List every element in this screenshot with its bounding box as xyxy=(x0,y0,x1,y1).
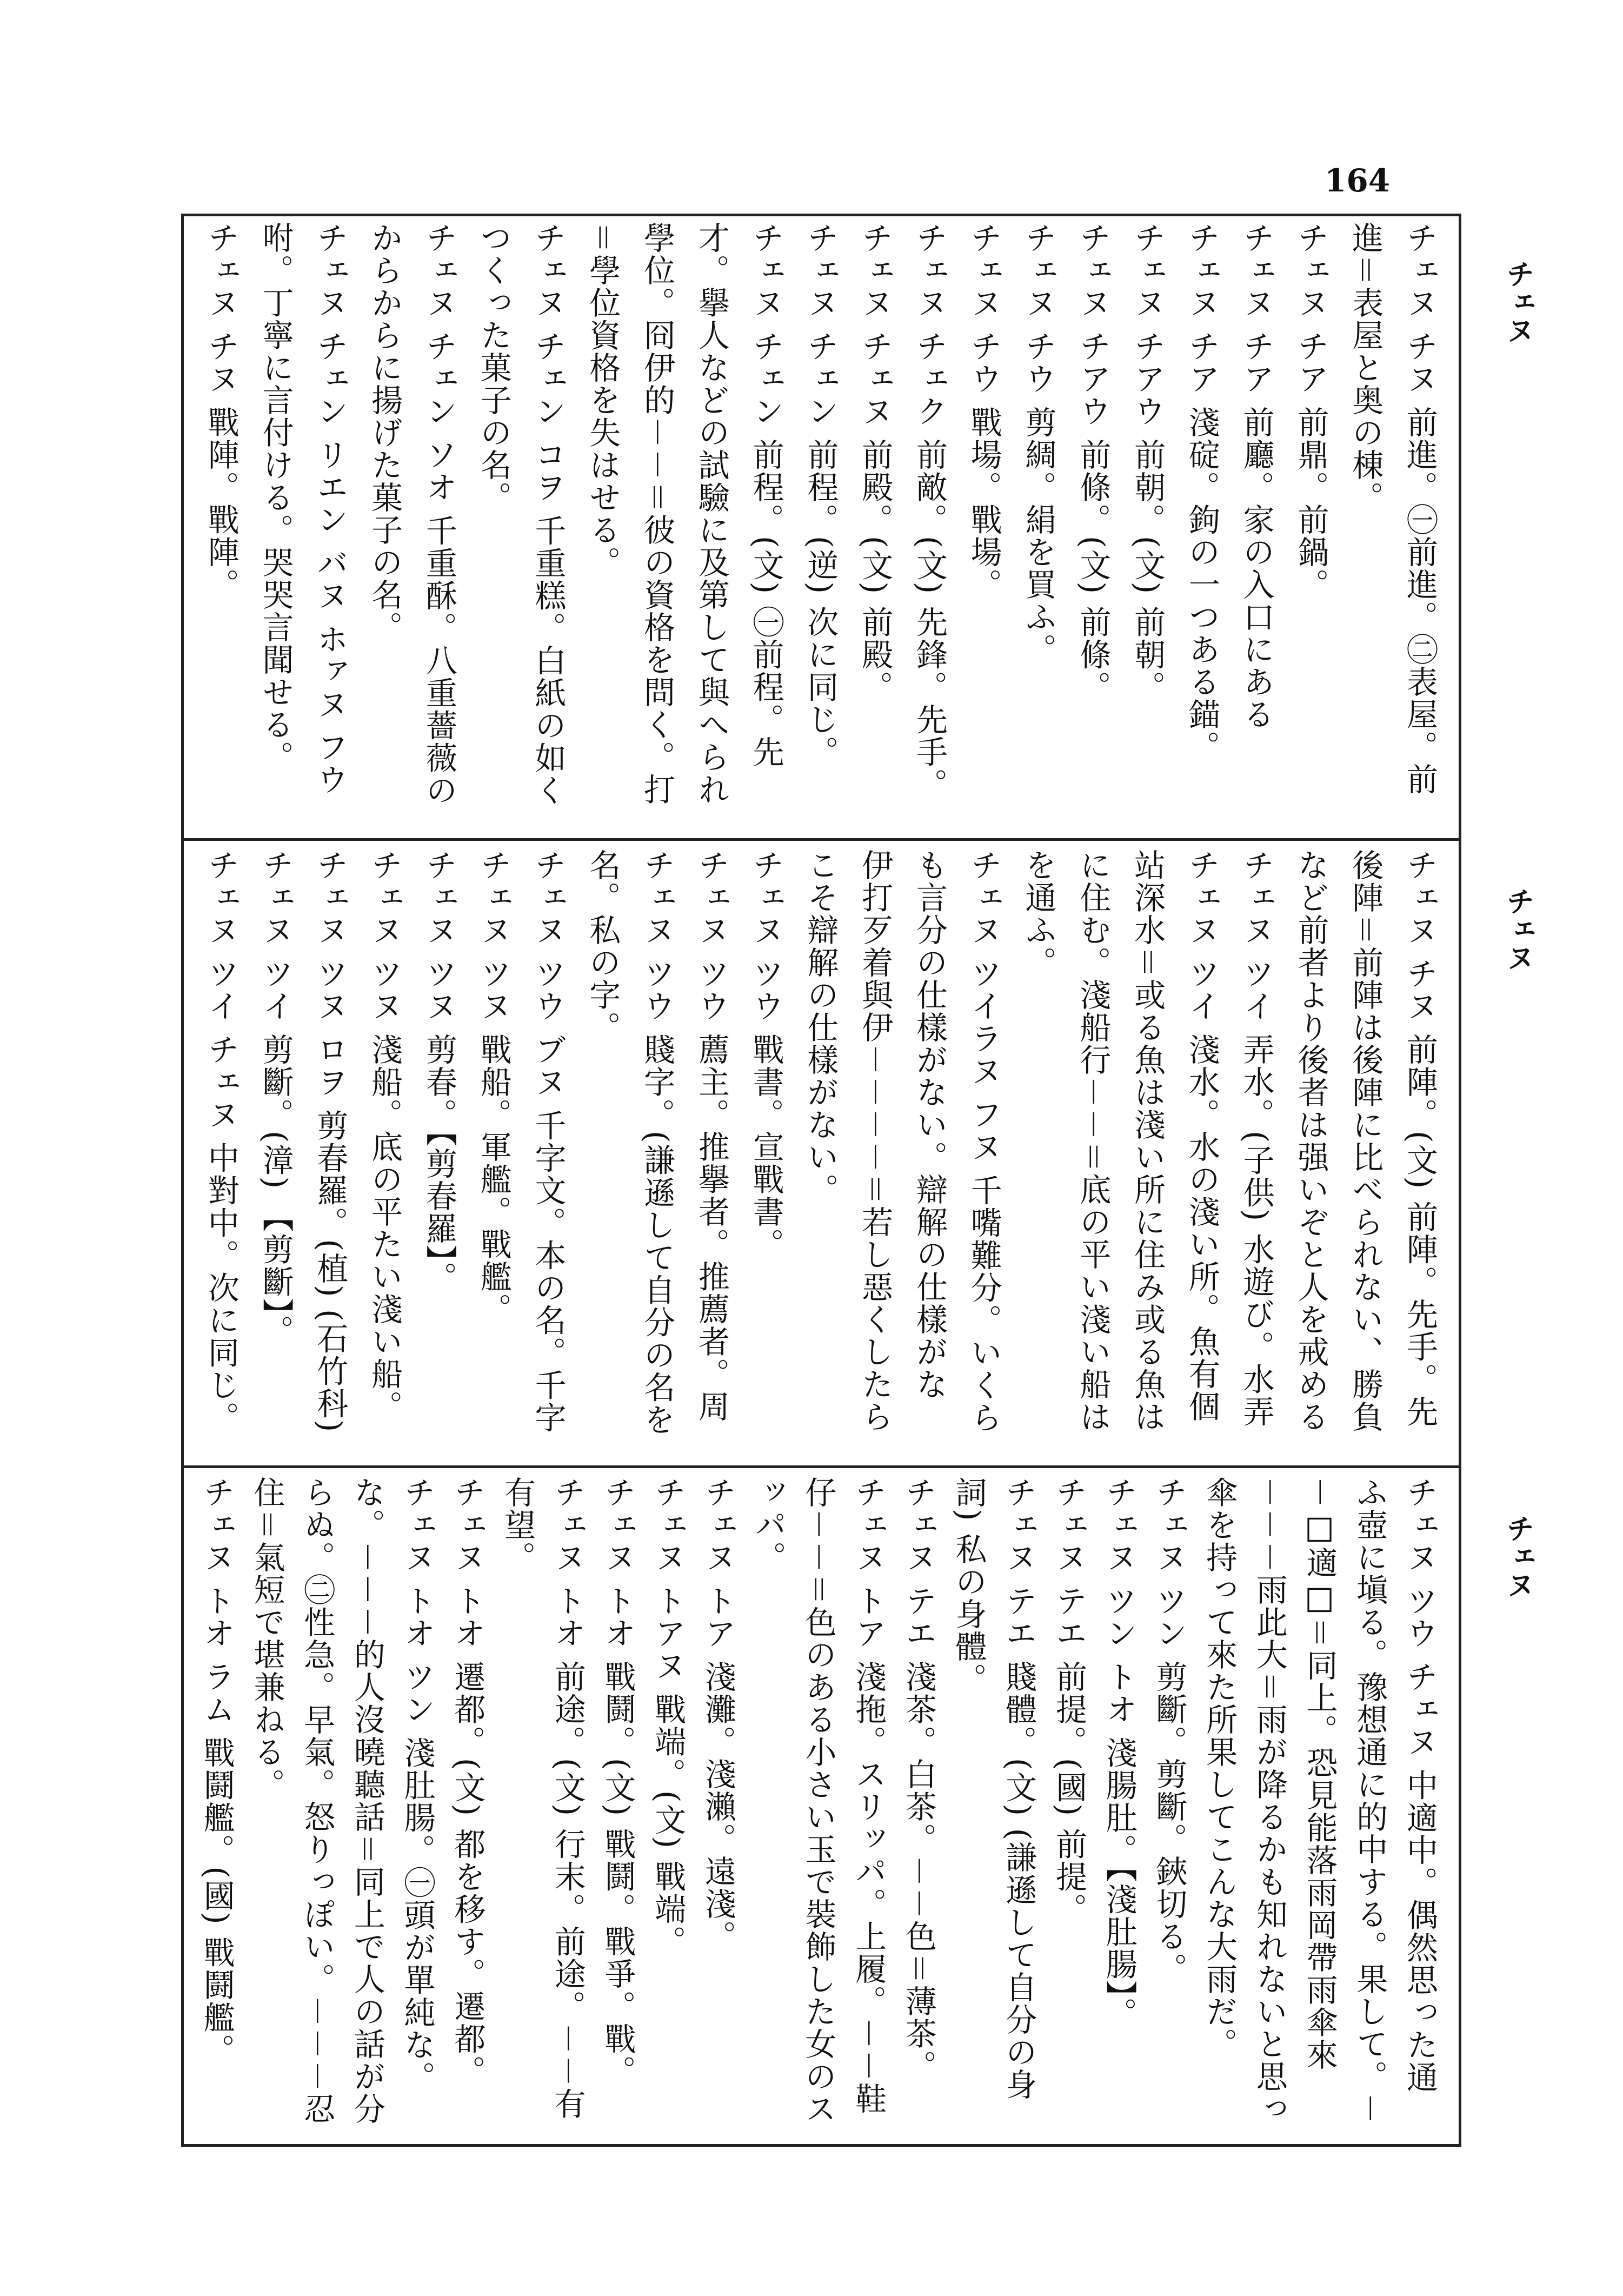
entry-line: チェヌ トオ 遷都。(文) 都を移す。遷都。 xyxy=(449,1476,486,2088)
entry-line: など前者より後者は强いぞと人を戒める xyxy=(1292,849,1329,1433)
entry-line: らぬ。㊁性急。早氣。怒りっぽい。－－－忍 xyxy=(298,1476,336,2125)
entry-line: チェヌ ツイラヌ フヌ 千嘴難分。いくら xyxy=(965,849,1002,1434)
entry-line: チェヌ チェン 前程。(逆) 次に同じ。 xyxy=(802,222,839,768)
entry-line: チェヌ ツイ 弄水。(子供) 水遊び。水弄 xyxy=(1238,849,1275,1428)
page-number: 164 xyxy=(1325,162,1391,199)
entry-line: チェヌ チヌ 前陣。(文) 前陣。先手。先 xyxy=(1401,849,1438,1428)
section-guide-middle: チェヌ xyxy=(1501,887,1534,971)
section-guide-bottom: チェヌ xyxy=(1501,1514,1534,1598)
entry-line: 才。擧人などの試驗に及第して與へられ xyxy=(693,222,730,806)
entry-line: チェヌ ツウ 賤字。(謙遜して自分の名を xyxy=(638,849,676,1436)
entry-line: チェヌ ツウ ブヌ 千字文。本の名。千字 xyxy=(529,849,567,1434)
entry-line: チェヌ ツヌ 戰船。軍艦。戰艦。 xyxy=(475,849,512,1325)
entry-line: チェヌ トア 淺拖。スリッパ。上履。－－鞋 xyxy=(850,1476,887,2115)
entry-line: チェヌ チェン コヲ 千重糕。白紙の如く xyxy=(529,222,567,807)
entry-line: チェヌ ツイ チェヌ 中對中。次に同じ。 xyxy=(202,849,240,1434)
entry-line: チェヌ ツウ チェヌ 中適中。偶然思った通 xyxy=(1401,1476,1438,2094)
entry-line: 傘を持って來た所果してこんな大雨だ。 xyxy=(1201,1476,1238,2060)
entry-line: 進＝表屋と奥の棟。 xyxy=(1347,222,1384,514)
entry-line: チェヌ テエ 賤體。(文) (謙遜して自分の身 xyxy=(1000,1476,1037,2101)
entry-line: チェヌ トア 淺灘。淺瀨。遠淺。 xyxy=(699,1476,736,1953)
entry-line: チェヌ テエ 前提。(國) 前提。 xyxy=(1050,1476,1087,1926)
entry-line: チェヌ トアヌ 戰端。(文) 戰端。 xyxy=(649,1476,687,1958)
entry-line: チェヌ ツヌ ロヲ 剪春羅。(植) (石竹科) xyxy=(311,849,349,1434)
entry-line: チェヌ ツン トオ 淺腸肚。【淺肚腸】。 xyxy=(1100,1476,1138,2030)
entry-line: チェヌ チウ 剪綢。絹を買ふ。 xyxy=(1020,222,1057,666)
entry-line: を通ふ。 xyxy=(1020,849,1057,979)
entry-line: チェヌ ツウ 薦主。推擧者。推薦者。周 xyxy=(693,849,730,1423)
entry-line: チェヌ トオ 前途。(文) 行末。前途。－－有 xyxy=(549,1476,586,2120)
entry-line: 仔－－＝色のある小さい玉で裝飾した女のス xyxy=(800,1476,837,2125)
entry-line: 有望。 xyxy=(499,1476,536,1574)
entry-line: 咐。丁寧に言付ける。哭哭言聞せる。 xyxy=(257,222,294,773)
entry-line: チェヌ チアウ 前條。(文) 前條。 xyxy=(1074,222,1112,704)
entry-line: チェヌ チェン ソオ 千重酥。八重薔薇の xyxy=(420,222,457,807)
entry-line: チェヌ ツイ 剪斷。(漳) 【剪斷】。 xyxy=(257,849,294,1348)
entry-line: 學位。冏伊的－－＝彼の資格を問く。打 xyxy=(638,222,676,806)
entry-line: 伊打歹着與伊－－－－＝若し惡くしたら xyxy=(856,849,894,1434)
entry-line: チェヌ チアウ 前朝。(文) 前朝。 xyxy=(1129,222,1166,704)
entry-line: つくった菓子の名。 xyxy=(475,222,512,514)
entry-line: も言分の仕樣がない。辯解の仕樣がな xyxy=(910,849,948,1401)
entry-line: 後陣＝前陣は後陣に比べられない、勝負 xyxy=(1347,849,1384,1434)
entry-line: チェヌ チェヌ 前殿。(文) 前殿。 xyxy=(856,222,894,704)
entry-line: ＝學位資格を失はせる。 xyxy=(584,222,621,579)
entry-line: －－－雨此大＝雨が降るかも知れないと思っ xyxy=(1250,1476,1288,2125)
entry-band-top xyxy=(195,222,1448,827)
entry-line: チェヌ チア 前廳。家の入口にある xyxy=(1238,222,1275,731)
entry-line: からからに揚げた菓子の名。 xyxy=(366,222,403,643)
entry-line: チェヌ ツウ 戰書。宣戰書。 xyxy=(747,849,784,1260)
entry-band-bottom xyxy=(195,1476,1448,2136)
entry-line: チェヌ トオ ツン 淺肚腸。㊀頭が單純な。 xyxy=(398,1476,436,2094)
entry-line: チェヌ ツン 剪斷。剪斷。鋏切る。 xyxy=(1150,1476,1188,1985)
entry-line: チェヌ チア 前鼎。前鍋。 xyxy=(1292,222,1329,601)
entry-line: 詞) 私の身體。 xyxy=(950,1476,987,1696)
entry-line: ッパ。 xyxy=(749,1476,787,1574)
entry-line: チェヌ チウ 戰場。戰場。 xyxy=(965,222,1002,601)
entry-line: 住＝氣短で堪兼ねる。 xyxy=(248,1476,285,1801)
section-guide-top: チェヌ xyxy=(1501,260,1534,344)
entry-line: －□適□＝同上。恐見能落雨岡帶雨傘來 xyxy=(1301,1476,1338,2072)
entry-line: チェヌ チェン 前程。(文) ㊀前程。先 xyxy=(747,222,784,768)
entry-line: チェヌ テエ 淺茶。白茶。－－色＝薄茶。 xyxy=(900,1476,937,2082)
entry-line: チェヌ ツヌ 淺船。底の平たい淺い船。 xyxy=(366,849,403,1423)
entry-line: チェヌ チェク 前敵。(文) 先鋒。先手。 xyxy=(910,222,948,801)
entry-line: チェヌ ツイ 淺水。水の淺い所。魚有個 xyxy=(1183,849,1220,1423)
entry-line: チェヌ チヌ 戰陣。戰陣。 xyxy=(202,222,240,601)
entry-line: チェヌ トオ ラム 戰鬪艦。(國) 戰鬪艦。 xyxy=(198,1476,235,2067)
entry-line: こそ辯解の仕樣がない。 xyxy=(802,849,839,1206)
entry-line: チェヌ チア 淺碇。鉤の一つある錨。 xyxy=(1183,222,1220,763)
entry-line: チェヌ チヌ 前進。㊀前進。㊁表屋。前 xyxy=(1401,222,1438,795)
entry-line: 名。私の字。 xyxy=(584,849,621,1044)
band-divider xyxy=(181,1465,1461,1468)
entry-band-middle xyxy=(195,849,1448,1455)
entry-line: チェヌ トオ 戰鬪。(文) 戰鬪。戰爭。戰。 xyxy=(599,1476,636,2088)
band-divider xyxy=(181,838,1461,841)
entry-line: ふ壺に塡る。豫想通に的中する。果して。－ xyxy=(1351,1476,1388,2125)
entry-line: 站深水＝或る魚は淺い所に住み或る魚は xyxy=(1129,849,1166,1434)
entry-line: な。－－－的人沒曉聽話＝同上で人の話が分 xyxy=(348,1476,385,2125)
entry-line: に住む。淺船行－－＝底の平い淺い船は xyxy=(1074,849,1112,1434)
entry-line: チェヌ チェン リエン バヌ ホァヌ フウ xyxy=(311,222,349,797)
entry-line: チェヌ ツヌ 剪春。【剪春羅】。 xyxy=(420,849,457,1294)
